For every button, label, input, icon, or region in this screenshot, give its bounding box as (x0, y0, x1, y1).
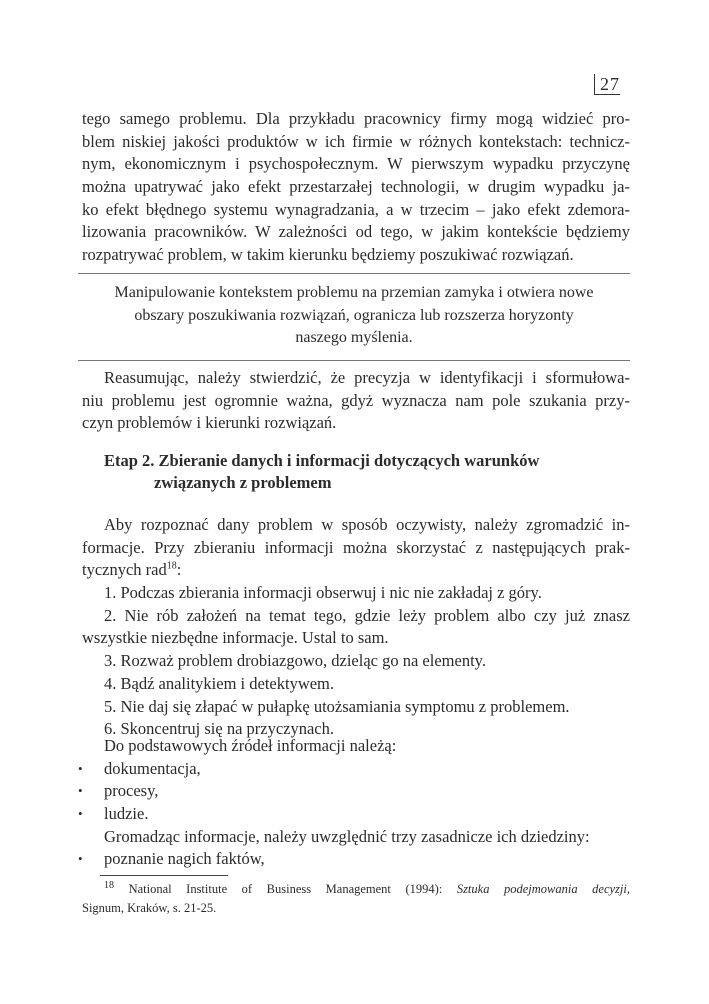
bullet-icon: • (78, 760, 83, 776)
text-fragment: : (176, 560, 182, 580)
text-line: blem niskiej jakości produktów w ich firmie w różnych kontekstach: technicz- (82, 131, 630, 151)
bullet-icon: • (78, 783, 83, 799)
bullet-text: ludzie. (104, 804, 149, 824)
paragraph-context (82, 108, 630, 267)
footnote-rule (100, 875, 228, 876)
list-item: 1. Podczas zbierania informacji obserwuj i nic nie zakładaj z góry. (104, 583, 542, 603)
footnote-ref: 18 (166, 560, 177, 572)
list-item: 5. Nie daj się złapać w pułapkę utożsamiania symptomu z problemem. (104, 696, 570, 716)
text-line: Gromadząc informacje, należy uwzględnić trzy zasadnicze ich dziedziny: (104, 826, 590, 846)
heading-line: Etap 2. Zbieranie danych i informacji dotyczących warunków (104, 451, 540, 470)
text-line (82, 559, 630, 582)
list-item: 4. Bądź analitykiem i detektywem. (104, 673, 335, 693)
bullet-item (78, 848, 630, 871)
list-item: 3. Rozważ problem drobiazgowo, dzieląc go na elementy. (104, 651, 486, 671)
paragraph-gathering (82, 514, 630, 741)
callout-line: Manipulowanie kontekstem problemu na przemian zamyka i otwiera nowe (114, 284, 594, 301)
text-line: nym, ekonomicznym i psychospołecznym. W pierwszym wypadku przyczynę (82, 154, 630, 174)
bullet-item (78, 758, 630, 781)
paragraph-sources (78, 735, 630, 871)
text-line: formacje. Przy zbieraniu informacji można skorzystać z następujących prak- (82, 537, 630, 557)
footnote-title: Sztuka podejmowania decyzji, (456, 882, 630, 896)
list-item: 2. Nie rób założeń na temat tego, gdzie leży problem albo czy już znasz (104, 605, 630, 625)
section-heading (104, 450, 644, 494)
callout-line: naszego myślenia. (295, 329, 413, 346)
bullet-text: poznanie nagich faktów, (104, 849, 265, 869)
heading-line: związanych z problemem (154, 473, 332, 492)
text-line: Reasumując, należy stwierdzić, że precyzja w identyfikacji i sformułowa- (104, 368, 630, 387)
footnote-line: Signum, Kraków, s. 21-25. (82, 901, 217, 915)
bullet-item (78, 803, 630, 826)
bullet-text: procesy, (104, 781, 159, 801)
callout-line: obszary poszukiwania rozwiązań, ogranicza lub rozszerza horyzonty (134, 306, 574, 324)
footnote (82, 880, 630, 918)
footnote-line (82, 880, 630, 899)
footnote-text: National Institute of Business Management (1994): (128, 882, 457, 896)
footnote-mark: 18 (104, 879, 114, 891)
text-line: można upatrywać jako efekt przestarzałej technologii, w drugim wypadku ja- (82, 177, 630, 197)
bullet-icon: • (78, 851, 83, 867)
text-line: niu problemu jest ogromnie ważna, gdyż wyznacza nam pole szukania przy- (82, 390, 630, 410)
text-line: Do podstawowych źródeł informacji należą: (104, 736, 397, 755)
text-line: rozpatrywać problem, w takim kierunku będziemy poszukiwać rozwiązań. (82, 245, 574, 265)
text-line: lizowania pracowników. W zależności od tego, w jakim kontekście będziemy (82, 222, 630, 242)
text-line: czyn problemów i kierunki rozwiązań. (82, 413, 337, 433)
page-number: 27 (594, 74, 620, 95)
bullet-icon: • (78, 806, 83, 822)
list-item: 6. Skoncentruj się na przyczynach. (104, 719, 335, 739)
list-item-continuation: wszystkie niezbędne informacje. Ustal to sam. (82, 628, 389, 648)
text-line: ko efekt błędnego systemu wynagradzania, a w trzecim – jako efekt zdemora- (82, 199, 630, 219)
text-line: Aby rozpoznać dany problem w sposób oczywisty, należy zgromadzić in- (104, 515, 630, 534)
highlight-callout (78, 273, 630, 361)
text-fragment: tycznych rad (82, 560, 167, 580)
paragraph-summary (82, 367, 630, 435)
bullet-item (78, 780, 630, 803)
text-line: tego samego problemu. Dla przykładu pracownicy firmy mogą widzieć pro- (82, 109, 630, 128)
bullet-text: dokumentacja, (104, 758, 201, 778)
